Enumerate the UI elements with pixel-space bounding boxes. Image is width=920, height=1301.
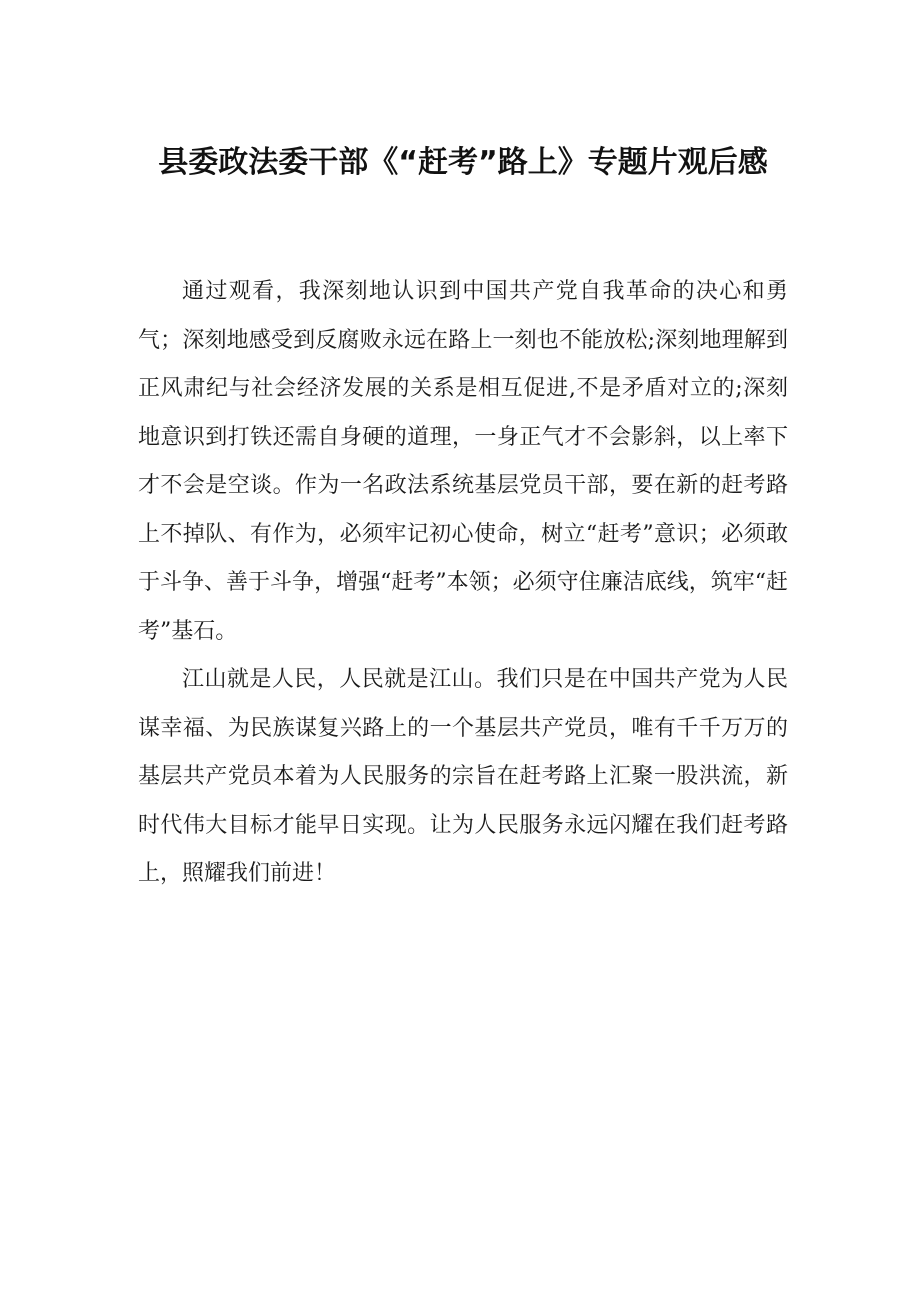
document-title: 县委政法委干部《“赶考”路上》专题片观后感	[158, 145, 768, 180]
paragraph-1: 通过观看，我深刻地认识到中国共产党自我革命的决心和勇气；深刻地感受到反腐败永远在路上一刻也不能放松;深刻地理解到正风肃纪与社会经济发展的关系是相互促进,不是矛盾对立的;深刻地意识到打铁还需自身硬的道理，一身正气才不会影斜，以上率下才不会是空谈。作为一名政法系统基层党员干部，要在新的赶考路上不掉队、有作为，必须牢记初心使命，树立“赶考”意识；必须敢于斗争、善于斗争，增强“赶考”本领；必须守住廉洁底线，筑牢“赶考”基石。	[138, 279, 788, 644]
paragraph-2: 江山就是人民，人民就是江山。我们只是在中国共产党为人民谋幸福、为民族谋复兴路上的一个基层共产党员，唯有千千万万的基层共产党员本着为人民服务的宗旨在赶考路上汇聚一股洪流，新时代伟大目标才能早日实现。让为人民服务永远闪耀在我们赶考路上，照耀我们前进！	[138, 667, 788, 886]
document-body	[138, 268, 788, 899]
